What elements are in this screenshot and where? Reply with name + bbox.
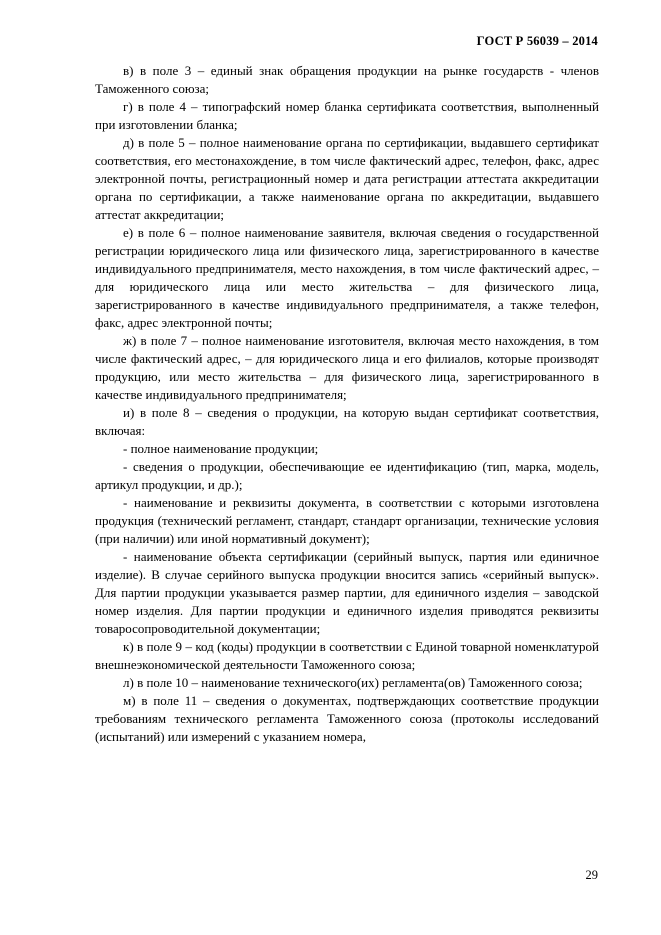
paragraph: д) в поле 5 – полное наименование органа по сертификации, выдавшего сертификат соответствия, его местонахождение, в том числе фактический адрес, телефон, факс, адрес электронной почты, регистрационный номер и дата регистрации аттестата аккредитации органа по сертификации, а также наименование органа по аккредитации, выдавшего аттестат аккредитации; — [95, 135, 599, 222]
paragraph: г) в поле 4 – типографский номер бланка сертификата соответствия, выполненный при изготовлении бланка; — [95, 99, 599, 132]
list-item: - полное наименование продукции; — [123, 441, 319, 456]
paragraph: м) в поле 11 – сведения о документах, подтверждающих соответствие продукции требованиям технического регламента Таможенного союза (протоколы исследований (испытаний) или измерений с указанием номера, — [95, 693, 599, 744]
list-item: - наименование объекта сертификации (серийный выпуск, партия или единичное изделие). В случае серийного выпуска продукции вносится запись «серийный выпуск». Для партии продукции указывается размер партии, для единичного изделия – заводской номер изделия. Для партии продукции и единичного изделия приводятся реквизиты товаросопроводительной документации; — [95, 549, 599, 636]
list-item: - сведения о продукции, обеспечивающие ее идентификацию (тип, марка, модель, артикул продукции, и др.); — [95, 459, 599, 492]
paragraph: к) в поле 9 – код (коды) продукции в соответствии с Единой товарной номенклатурой внешнеэкономической деятельности Таможенного союза; — [95, 639, 599, 672]
document-header: ГОСТ Р 56039 – 2014 — [476, 34, 598, 48]
paragraph: е) в поле 6 – полное наименование заявителя, включая сведения о государственной регистрации юридического лица или физического лица, зарегистрированного в качестве индивидуального предпринимателя, место нахождения, в том числе фактический адрес, – для юридического лица или место жительства – для физического лица, зарегистрированного в качестве индивидуального предпринимателя, а также телефон, факс, адрес электронной почты; — [95, 225, 599, 330]
page-number: 29 — [585, 868, 598, 882]
paragraph: ж) в поле 7 – полное наименование изготовителя, включая место нахождения, в том числе фактический адрес, – для юридического лица и его филиалов, которые производят продукцию, или место жительства – для физического лица, зарегистрированного в качестве индивидуального предпринимателя; — [95, 333, 599, 402]
list-item: - наименование и реквизиты документа, в соответствии с которыми изготовлена продукция (технический регламент, стандарт, стандарт организации, технические условия (при наличии) или иной нормативный документ); — [95, 495, 599, 546]
document-body — [95, 62, 599, 746]
paragraph: в) в поле 3 – единый знак обращения продукции на рынке государств - членов Таможенного союза; — [95, 63, 599, 96]
paragraph: и) в поле 8 – сведения о продукции, на которую выдан сертификат соответствия, включая: — [95, 405, 599, 438]
paragraph: л) в поле 10 – наименование технического(их) регламента(ов) Таможенного союза; — [123, 675, 583, 690]
